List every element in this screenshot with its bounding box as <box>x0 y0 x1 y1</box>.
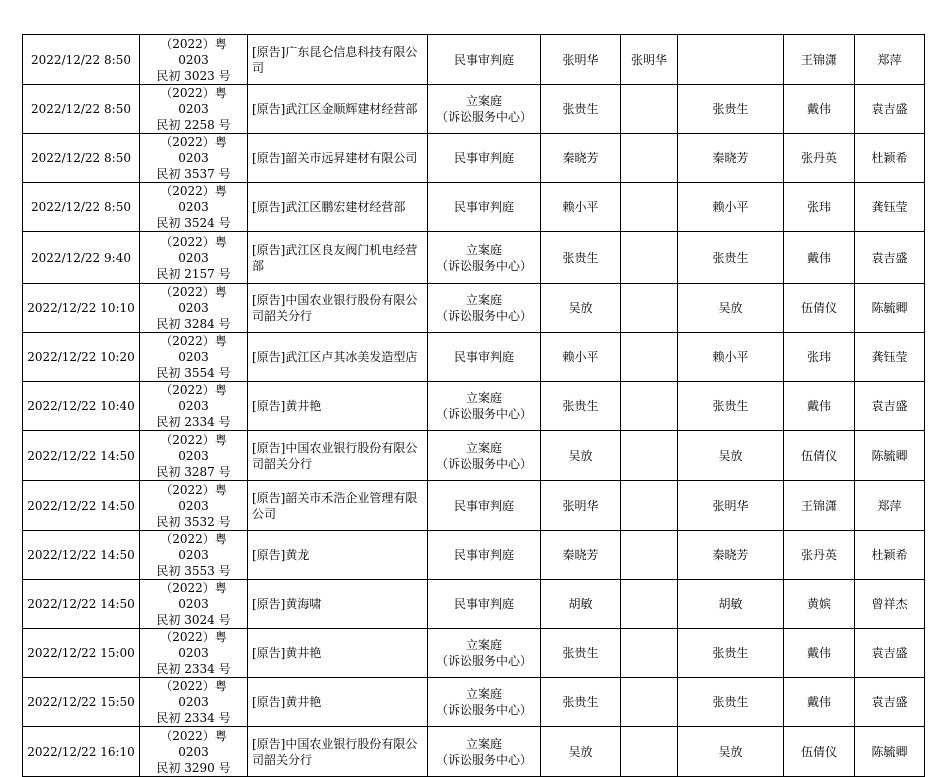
presiding-judge: 赖小平 <box>541 333 621 382</box>
case-number-line1: （2022）粤 0203 <box>160 432 227 463</box>
case-number-line1: （2022）粤 0203 <box>160 184 227 214</box>
table-row <box>23 431 925 481</box>
judge-2 <box>621 333 678 382</box>
table-row <box>23 35 925 85</box>
secretary: 郑萍 <box>855 481 925 531</box>
case-number <box>140 284 248 333</box>
court-division: 立案庭 （诉讼服务中心） <box>428 629 541 678</box>
secretary: 曾祥杰 <box>855 580 925 629</box>
case-number <box>140 85 248 134</box>
judge-2: 张明华 <box>621 35 678 85</box>
hearing-time: 2022/12/22 15:50 <box>23 678 140 727</box>
party-name: [原告]武江区良友阀门机电经营部 <box>248 232 428 284</box>
court-division: 民事审判庭 <box>428 183 541 232</box>
table-row <box>23 134 925 183</box>
presiding-judge: 吴放 <box>541 431 621 481</box>
party-name: [原告]韶关市禾浩企业管理有限公司 <box>248 481 428 531</box>
presiding-judge: 张贵生 <box>541 678 621 727</box>
case-number-line2: 民初 2334 号 <box>156 662 231 676</box>
secretary: 袁吉盛 <box>855 678 925 727</box>
judge-2 <box>621 85 678 134</box>
case-number-line1: （2022）粤 0203 <box>160 482 227 513</box>
clerk: 伍倩仪 <box>784 284 855 333</box>
party-name: [原告]中国农业银行股份有限公司韶关分行 <box>248 284 428 333</box>
hearing-time: 2022/12/22 9:40 <box>23 232 140 284</box>
hearing-time: 2022/12/22 14:50 <box>23 531 140 580</box>
presiding-judge: 赖小平 <box>541 183 621 232</box>
judge-2 <box>621 481 678 531</box>
case-number-line2: 民初 3284 号 <box>156 317 231 331</box>
table-row <box>23 183 925 232</box>
judge-3: 吴放 <box>678 284 784 333</box>
case-number-line2: 民初 3532 号 <box>156 514 231 529</box>
case-number <box>140 134 248 183</box>
party-name: [原告]武江区鹏宏建材经营部 <box>248 183 428 232</box>
judge-2 <box>621 382 678 431</box>
court-division: 民事审判庭 <box>428 580 541 629</box>
case-number <box>140 580 248 629</box>
presiding-judge: 秦晓芳 <box>541 531 621 580</box>
case-number-line2: 民初 2157 号 <box>156 266 231 281</box>
judge-3: 秦晓芳 <box>678 134 784 183</box>
case-number-line2: 民初 3023 号 <box>156 68 231 83</box>
presiding-judge: 胡敏 <box>541 580 621 629</box>
case-number-line1: （2022）粤 0203 <box>160 679 227 709</box>
party-name: [原告]武江区卢其冰美发造型店 <box>248 333 428 382</box>
case-number-line1: （2022）粤 0203 <box>160 383 227 413</box>
case-number <box>140 183 248 232</box>
hearing-time: 2022/12/22 10:20 <box>23 333 140 382</box>
judge-2 <box>621 232 678 284</box>
clerk: 王锦潇 <box>784 35 855 85</box>
table-row <box>23 333 925 382</box>
party-name: [原告]中国农业银行股份有限公司韶关分行 <box>248 431 428 481</box>
party-name: [原告]黄井艳 <box>248 678 428 727</box>
table-row <box>23 232 925 284</box>
case-number-line2: 民初 3537 号 <box>156 167 231 181</box>
hearing-time: 2022/12/22 14:50 <box>23 431 140 481</box>
hearing-time: 2022/12/22 8:50 <box>23 85 140 134</box>
case-number-line2: 民初 2334 号 <box>156 711 231 725</box>
judge-3 <box>678 35 784 85</box>
judge-3: 张贵生 <box>678 382 784 431</box>
case-number <box>140 431 248 481</box>
clerk: 张玮 <box>784 183 855 232</box>
court-division: 立案庭 （诉讼服务中心） <box>428 382 541 431</box>
hearing-time: 2022/12/22 8:50 <box>23 183 140 232</box>
case-number <box>140 481 248 531</box>
judge-2 <box>621 531 678 580</box>
case-number <box>140 35 248 85</box>
case-number-line2: 民初 2334 号 <box>156 415 231 429</box>
court-division: 立案庭 （诉讼服务中心） <box>428 678 541 727</box>
presiding-judge: 秦晓芳 <box>541 134 621 183</box>
case-number <box>140 727 248 777</box>
party-name: [原告]黄井艳 <box>248 629 428 678</box>
judge-3: 胡敏 <box>678 580 784 629</box>
party-name: [原告]黄龙 <box>248 531 428 580</box>
court-division: 民事审判庭 <box>428 333 541 382</box>
hearing-time: 2022/12/22 14:50 <box>23 481 140 531</box>
table-row <box>23 629 925 678</box>
secretary: 袁吉盛 <box>855 382 925 431</box>
table-row <box>23 481 925 531</box>
secretary: 龚钰莹 <box>855 333 925 382</box>
hearing-time: 2022/12/22 16:10 <box>23 727 140 777</box>
hearing-time: 2022/12/22 15:00 <box>23 629 140 678</box>
judge-3: 吴放 <box>678 727 784 777</box>
judge-2 <box>621 727 678 777</box>
party-name: [原告]黄井艳 <box>248 382 428 431</box>
case-number <box>140 531 248 580</box>
clerk: 伍倩仪 <box>784 727 855 777</box>
presiding-judge: 张明华 <box>541 35 621 85</box>
judge-3: 张贵生 <box>678 678 784 727</box>
secretary: 陈毓卿 <box>855 431 925 481</box>
court-division: 立案庭 （诉讼服务中心） <box>428 85 541 134</box>
case-number-line1: （2022）粤 0203 <box>160 135 227 165</box>
party-name: [原告]广东昆仑信息科技有限公司 <box>248 35 428 85</box>
case-number <box>140 629 248 678</box>
secretary: 杜颖希 <box>855 134 925 183</box>
court-division: 民事审判庭 <box>428 35 541 85</box>
case-number-line2: 民初 3287 号 <box>156 464 231 479</box>
secretary: 袁吉盛 <box>855 629 925 678</box>
court-division: 民事审判庭 <box>428 531 541 580</box>
case-number-line1: （2022）粤 0203 <box>160 285 227 315</box>
hearing-time: 2022/12/22 10:10 <box>23 284 140 333</box>
presiding-judge: 张贵生 <box>541 382 621 431</box>
clerk: 王锦潇 <box>784 481 855 531</box>
party-name: [原告]武江区金顺辉建材经营部 <box>248 85 428 134</box>
clerk: 张丹英 <box>784 134 855 183</box>
presiding-judge: 吴放 <box>541 284 621 333</box>
clerk: 黄嫔 <box>784 580 855 629</box>
judge-3: 张明华 <box>678 481 784 531</box>
case-number-line1: （2022）粤 0203 <box>160 728 227 759</box>
court-division: 民事审判庭 <box>428 481 541 531</box>
hearing-schedule-table <box>22 34 925 777</box>
case-number <box>140 382 248 431</box>
court-division: 立案庭 （诉讼服务中心） <box>428 232 541 284</box>
case-number <box>140 678 248 727</box>
judge-2 <box>621 284 678 333</box>
secretary: 陈毓卿 <box>855 284 925 333</box>
clerk: 戴伟 <box>784 678 855 727</box>
case-number-line1: （2022）粤 0203 <box>160 86 227 116</box>
judge-3: 张贵生 <box>678 232 784 284</box>
judge-3: 秦晓芳 <box>678 531 784 580</box>
table-row <box>23 580 925 629</box>
table-row <box>23 85 925 134</box>
secretary: 杜颖希 <box>855 531 925 580</box>
court-division: 民事审判庭 <box>428 134 541 183</box>
presiding-judge: 张明华 <box>541 481 621 531</box>
case-number-line2: 民初 3524 号 <box>156 216 231 230</box>
presiding-judge: 吴放 <box>541 727 621 777</box>
judge-2 <box>621 431 678 481</box>
court-division: 立案庭 （诉讼服务中心） <box>428 431 541 481</box>
secretary: 陈毓卿 <box>855 727 925 777</box>
table-row <box>23 727 925 777</box>
judge-3: 张贵生 <box>678 629 784 678</box>
judge-3: 吴放 <box>678 431 784 481</box>
table-row <box>23 531 925 580</box>
case-number-line2: 民初 3024 号 <box>156 613 231 627</box>
case-number-line1: （2022）粤 0203 <box>160 36 227 67</box>
judge-3: 赖小平 <box>678 333 784 382</box>
case-number-line1: （2022）粤 0203 <box>160 234 227 265</box>
case-number <box>140 333 248 382</box>
judge-2 <box>621 580 678 629</box>
case-number-line1: （2022）粤 0203 <box>160 334 227 364</box>
table-row <box>23 678 925 727</box>
secretary: 龚钰莹 <box>855 183 925 232</box>
table-row <box>23 284 925 333</box>
case-number-line2: 民初 3290 号 <box>156 760 231 775</box>
court-division: 立案庭 （诉讼服务中心） <box>428 727 541 777</box>
secretary: 袁吉盛 <box>855 232 925 284</box>
presiding-judge: 张贵生 <box>541 629 621 678</box>
clerk: 戴伟 <box>784 382 855 431</box>
party-name: [原告]黄海啸 <box>248 580 428 629</box>
judge-2 <box>621 678 678 727</box>
secretary: 郑萍 <box>855 35 925 85</box>
judge-3: 张贵生 <box>678 85 784 134</box>
presiding-judge: 张贵生 <box>541 232 621 284</box>
case-number-line2: 民初 3554 号 <box>156 366 231 380</box>
hearing-time: 2022/12/22 14:50 <box>23 580 140 629</box>
party-name: [原告]韶关市远昇建材有限公司 <box>248 134 428 183</box>
party-name: [原告]中国农业银行股份有限公司韶关分行 <box>248 727 428 777</box>
clerk: 戴伟 <box>784 232 855 284</box>
hearing-time: 2022/12/22 8:50 <box>23 134 140 183</box>
case-number-line1: （2022）粤 0203 <box>160 630 227 660</box>
judge-2 <box>621 183 678 232</box>
presiding-judge: 张贵生 <box>541 85 621 134</box>
clerk: 戴伟 <box>784 85 855 134</box>
judge-2 <box>621 629 678 678</box>
clerk: 张丹英 <box>784 531 855 580</box>
secretary: 袁吉盛 <box>855 85 925 134</box>
case-number-line2: 民初 3553 号 <box>156 564 231 578</box>
court-division: 立案庭 （诉讼服务中心） <box>428 284 541 333</box>
judge-3: 赖小平 <box>678 183 784 232</box>
clerk: 张玮 <box>784 333 855 382</box>
clerk: 伍倩仪 <box>784 431 855 481</box>
clerk: 戴伟 <box>784 629 855 678</box>
case-number-line2: 民初 2258 号 <box>156 118 231 132</box>
case-number <box>140 232 248 284</box>
case-number-line1: （2022）粤 0203 <box>160 532 227 562</box>
judge-2 <box>621 134 678 183</box>
hearing-time: 2022/12/22 8:50 <box>23 35 140 85</box>
table-row <box>23 382 925 431</box>
hearing-time: 2022/12/22 10:40 <box>23 382 140 431</box>
case-number-line1: （2022）粤 0203 <box>160 581 227 611</box>
schedule-body <box>23 35 925 777</box>
